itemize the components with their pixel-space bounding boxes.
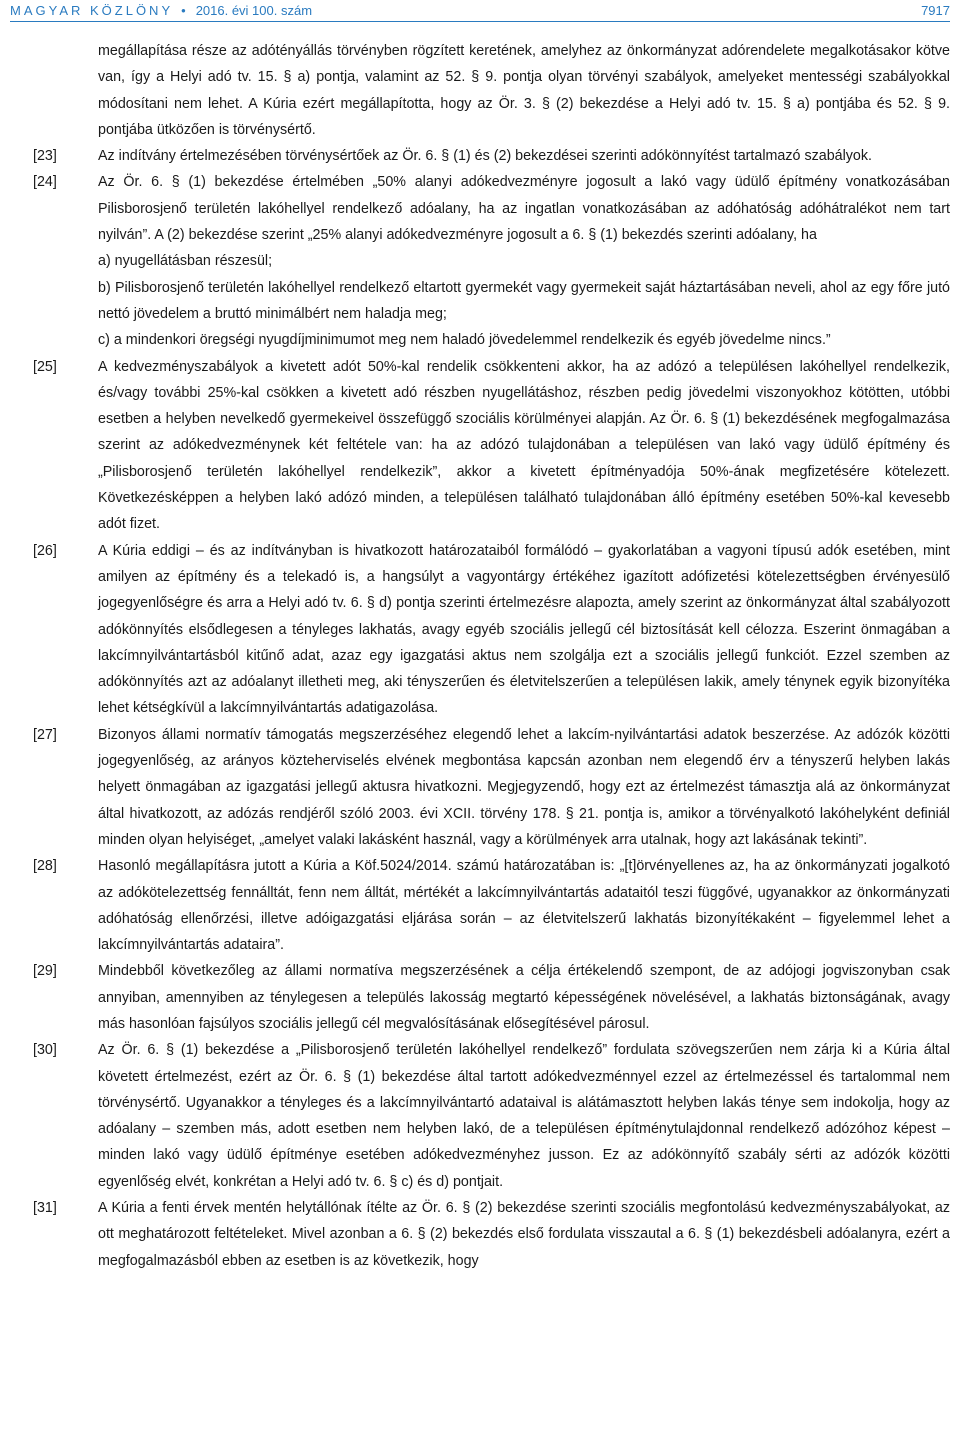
document-body — [10, 38, 950, 1274]
page-number: 7917 — [921, 3, 950, 18]
paragraph-number: [26] — [33, 542, 57, 559]
page-header — [10, 0, 950, 22]
list-item-text: c) a mindenkori öregségi nyugdíjminimumot meg nem haladó jövedelemmel rendelkezik és egyéb jövedelme nincs.” — [98, 332, 831, 349]
header-bullet: • — [181, 3, 186, 18]
issue-label: 2016. évi 100. szám — [195, 3, 313, 18]
paragraph-number: [23] — [33, 148, 57, 165]
paragraph-text: Az indítvány értelmezésében törvénysértőek az Ör. 6. § (1) és (2) bekezdései szerinti adókönnyítést tartalmazó szabályok. — [98, 148, 872, 165]
paragraph-number: [30] — [33, 1042, 57, 1059]
paragraph-25 — [10, 354, 950, 538]
paragraph-28 — [10, 853, 950, 958]
list-item-b — [10, 275, 950, 328]
paragraph-number: [29] — [33, 963, 57, 980]
paragraph-26 — [10, 538, 950, 722]
paragraph-30 — [10, 1037, 950, 1195]
list-item-c — [10, 327, 950, 353]
paragraph-text: A Kúria a fenti érvek mentén helytállónak ítélte az Ör. 6. § (2) bekezdése szerinti szociális megfontolású kedvezményszabályokat, az ott meghatározott feltételeket. Mivel azonban a 6. § (2) bekezdés első fordulata visszautal a 6. § (1) bekezdésbeli adóalanyra, ezért a megfogalmazásból ebben az esetben is az következik, hogy — [98, 1200, 950, 1269]
paragraph-number: [25] — [33, 358, 57, 375]
paragraph-text: megállapítása része az adótényállás törvényben rögzített keretének, amelyhez az önkormányzat adórendelete megalkotásakor kötve van, így a Helyi adó tv. 15. § a) pontja, valamint az 52. § 9. pontja olyan törvényi szabályok, amelyeket mentességi szabályokkal módosítani nem lehet. A Kúria ezért megállapította, hogy az Ör. 3. § (2) bekezdése a Helyi adó tv. 15. § a) pontjába és 52. § 9. pontjába ütközően is törvénysértő. — [98, 43, 950, 138]
list-item-text: a) nyugellátásban részesül; — [98, 253, 273, 270]
paragraph-text: Hasonló megállapításra jutott a Kúria a Köf.5024/2014. számú határozatában is: „[t]örvényellenes az, ha az önkormányzati jogalkotó az adókötelezettség fennálltát, fenn nem álltát, mértékét a lakcímnyilvántartás adataitól teszi függővé, ugyanakkor az önkormányzati adóhatóság ellenőrzési, illetve adóigazgatási eljárása során – az életvitelszerű lakhatás bizonyítékaként – figyelemmel lehet a lakcímnyilvántartás adataira”. — [98, 858, 950, 954]
paragraph-text: A kedvezményszabályok a kivetett adót 50%-kal rendelik csökkenteni akkor, ha az adózó a településen lakóhellyel rendelkezik, és/vagy további 25%-kal csökken a kivetett adó részben nyugellátáshoz, részben pedig jövedelmi viszonyokhoz kötötten, utóbbi esetben a helyben nevelkedő gyermekeivel összefüggő szociális körülményei alapján. Az Ör. 6. § (1) bekezdésének megfogalmazása szerint az adókedvezménynek két feltétele van: ha az adózó tulajdonában a településen van lakó vagy üdülő építmény és „Pilisborosjenő területén lakóhellyel rendelkezik”, akkor a kivetett építményadója 50%-ának megfizetésére kötelezett. Következésképpen a helyben lakó adózó minden, a településen található tulajdonában álló építmény esetében 50%-kal kevesebb adót fizet. — [98, 358, 950, 533]
journal-title: MAGYAR KÖZLÖNY — [10, 3, 174, 18]
paragraph-text: Az Ör. 6. § (1) bekezdése értelmében „50% alanyi adókedvezményre jogosult a lakó vagy üdülő építmény vonatkozásában Pilisborosjenő területén lakóhellyel rendelkező adóalany, ha az ingatlan vonatkozásában az adóhatóság adóhátralékot nem tart nyilván”. A (2) bekezdése szerint „25% alanyi adókedvezményre jogosult a 6. § (1) bekezdés szerinti adóalany, ha — [98, 174, 950, 244]
list-item-a — [10, 248, 950, 274]
paragraph-23 — [10, 143, 950, 169]
header-rule — [10, 21, 950, 22]
paragraph-text: Mindebből következőleg az állami normatíva megszerzésének a célja értékelendő szempont, de az adójogi jogviszonyban csak annyiban, amennyiben az ténylegesen a település lakosság megtartó képességének növelésével, a lakhatás biztonságának, avagy más hasonlóan fajsúlyos szociális jellegű cél megvalósításának elősegítésével párosul. — [98, 963, 950, 1032]
list-item-text: b) Pilisborosjenő területén lakóhellyel rendelkező eltartott gyermekét vagy gyermekeit saját háztartásában neveli, ahol az egy főre jutó nettó jövedelem a bruttó minimálbért nem haladja meg; — [98, 279, 950, 322]
paragraph-number: [31] — [33, 1200, 57, 1217]
paragraph-number: [24] — [33, 174, 57, 191]
paragraph-text: Bizonyos állami normatív támogatás megszerzéséhez elegendő lehet a lakcím-nyilvántartási adatok beszerzése. Az adózók közötti jogegyenlőség, az arányos közteherviselés elvének megbontása kapcsán azonban nem elegendő érv a tényszerű helyben lakás helyett önmagában az igazgatási jellegű aktusra hivatkozni. Megjegyzendő, hogy ezt az értelmezést támasztja alá az önkormányzat által hivatkozott, az adózás rendjéről szóló 2003. évi XCII. törvény 178. § 21. pontja is, amikor a törvényalkotó lakóhelyként definiál minden olyan helyiséget, „amelyet valaki lakásként használ, vagy a körülmények arra utalnak, hogy azt lakásának tekinti”. — [98, 726, 950, 848]
header-left — [10, 3, 312, 18]
paragraph-27 — [10, 722, 950, 853]
paragraph-29 — [10, 958, 950, 1037]
paragraph-number: [28] — [33, 858, 57, 875]
paragraph-31 — [10, 1195, 950, 1274]
paragraph-number: [27] — [33, 726, 57, 743]
paragraph-text: Az Ör. 6. § (1) bekezdése a „Pilisborosjenő területén lakóhellyel rendelkező” fordulata szövegszerűen nem zárja ki a Kúria által követett értelmezést, ezért az Ör. 6. § (1) bekezdése által tartott adókedvezménnyel ezzel az értelmezéssel és tartalommal nem törvénysértő. Ugyanakkor a tényleges és a lakcímnyilvántartó adataival is alátámasztott helyben lakás ténye sem indokolja, hogy az adóalany – szemben más, adott esetben nem helyben lakó, de a településen építménytulajdonnal rendelkező adózóhoz képest – minden lakó vagy üdülő építménye esetében adókedvezményhez jusson. Ez az adókönnyítő szabály sérti az adózók közötti egyenlőség elvét, konkrétan a Helyi adó tv. 6. § c) és d) pontjait. — [98, 1042, 950, 1190]
paragraph-continued — [10, 38, 950, 143]
paragraph-text: A Kúria eddigi – és az indítványban is hivatkozott határozataiból formálódó – gyakorlatában a vagyoni típusú adók esetében, mint amilyen az építmény és a telekadó is, a hangsúlyt a vagyontárgy értékéhez igazított adófizetési kötelezettségben érvényesülő jogegyenlőségre és arra a Helyi adó tv. 6. § d) pontja szerinti értelmezésre alapozta, amely szerint az önkormányzat által szabályozott adókönnyítés elsődlegesen a tényleges lakhatás, avagy egyéb szociális jellegű cél biztosítását kell célozza. Eszerint önmagában a lakcímnyilvántartásból kitűnő adat, azaz egy igazgatási aktus nem szolgálja ezt a szociális jellegű funkciót. Ezzel szemben az adókönnyítés azt az adóalanyt illetheti meg, aki tényszerűen és életvitelszerűen a településen lakik, amely ténynek egyik bizonyítéka lehet kétségkívül a lakcímnyilvántartás adatigazolása. — [98, 542, 950, 717]
paragraph-24 — [10, 169, 950, 248]
